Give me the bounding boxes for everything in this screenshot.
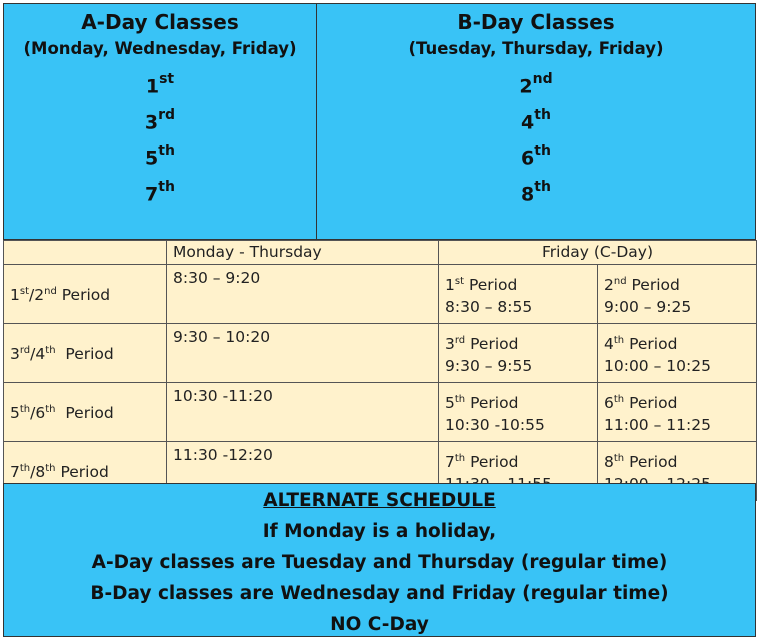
friday-period-cell: 3rd Period 9:30 – 9:55 xyxy=(439,324,598,383)
bell-schedule-table xyxy=(3,240,757,501)
bell-schedule-table-wrapper xyxy=(3,240,756,501)
friday-period-cell: 8th Period xyxy=(598,442,757,501)
b-day-heading: B-Day Classes xyxy=(457,10,615,34)
b-day-period: 2nd xyxy=(519,71,553,98)
b-day-period: 8th xyxy=(521,179,551,206)
schedule-document xyxy=(3,3,756,637)
a-day-heading: A-Day Classes xyxy=(81,10,239,34)
table-row xyxy=(4,383,757,442)
table-row xyxy=(4,265,757,324)
alternate-line: NO C-Day xyxy=(330,614,429,635)
header-friday: Friday (C-Day) xyxy=(439,241,757,265)
a-day-column xyxy=(4,4,317,239)
mon-thu-time-cell: 10:30 -11:20 xyxy=(167,383,439,442)
day-classes-panel xyxy=(3,3,756,240)
period-pair-cell: 7th/8th Period xyxy=(4,442,167,501)
alternate-line: If Monday is a holiday, xyxy=(262,521,497,542)
mon-thu-time-cell: 8:30 – 9:20 xyxy=(167,265,439,324)
b-day-period-list xyxy=(317,63,755,207)
header-monday-thursday: Monday - Thursday xyxy=(167,241,439,265)
a-day-days: (Monday, Wednesday, Friday) xyxy=(23,39,297,58)
period-pair-cell: 1st/2nd Period xyxy=(4,265,167,324)
header-blank xyxy=(4,241,167,265)
table-row xyxy=(4,324,757,383)
friday-period-cell: 4th Period 10:00 – 10:25 xyxy=(598,324,757,383)
friday-period-cell: 6th Period 11:00 – 11:25 xyxy=(598,383,757,442)
a-day-period: 1st xyxy=(145,71,175,98)
alternate-schedule-title: ALTERNATE SCHEDULE xyxy=(263,490,496,511)
friday-period-cell: 2nd Period 9:00 – 9:25 xyxy=(598,265,757,324)
b-day-days: (Tuesday, Thursday, Friday) xyxy=(408,39,664,58)
friday-period-cell: 5th Period 10:30 -10:55 xyxy=(439,383,598,442)
a-day-period-list xyxy=(4,63,316,207)
a-day-period: 5th xyxy=(145,143,175,170)
mon-thu-time-cell: 9:30 – 10:20 xyxy=(167,324,439,383)
a-day-period: 7th xyxy=(145,179,175,206)
b-day-column xyxy=(317,4,755,239)
mon-thu-time-cell: 11:30 -12:20 xyxy=(167,442,439,501)
b-day-period: 4th xyxy=(521,107,551,134)
period-pair-cell: 5th/6th Period xyxy=(4,383,167,442)
friday-period-cell: 1st Period 8:30 – 8:55 xyxy=(439,265,598,324)
b-day-period: 6th xyxy=(521,143,551,170)
a-day-period: 3rd xyxy=(144,107,176,134)
alternate-schedule-panel xyxy=(3,483,756,637)
alternate-line: A-Day classes are Tuesday and Thursday (regular time) xyxy=(91,552,668,573)
period-pair-cell: 3rd/4th Period xyxy=(4,324,167,383)
alternate-line: B-Day classes are Wednesday and Friday (regular time) xyxy=(90,583,669,604)
friday-period-cell: 7th Period xyxy=(439,442,598,501)
table-header-row xyxy=(4,241,757,265)
